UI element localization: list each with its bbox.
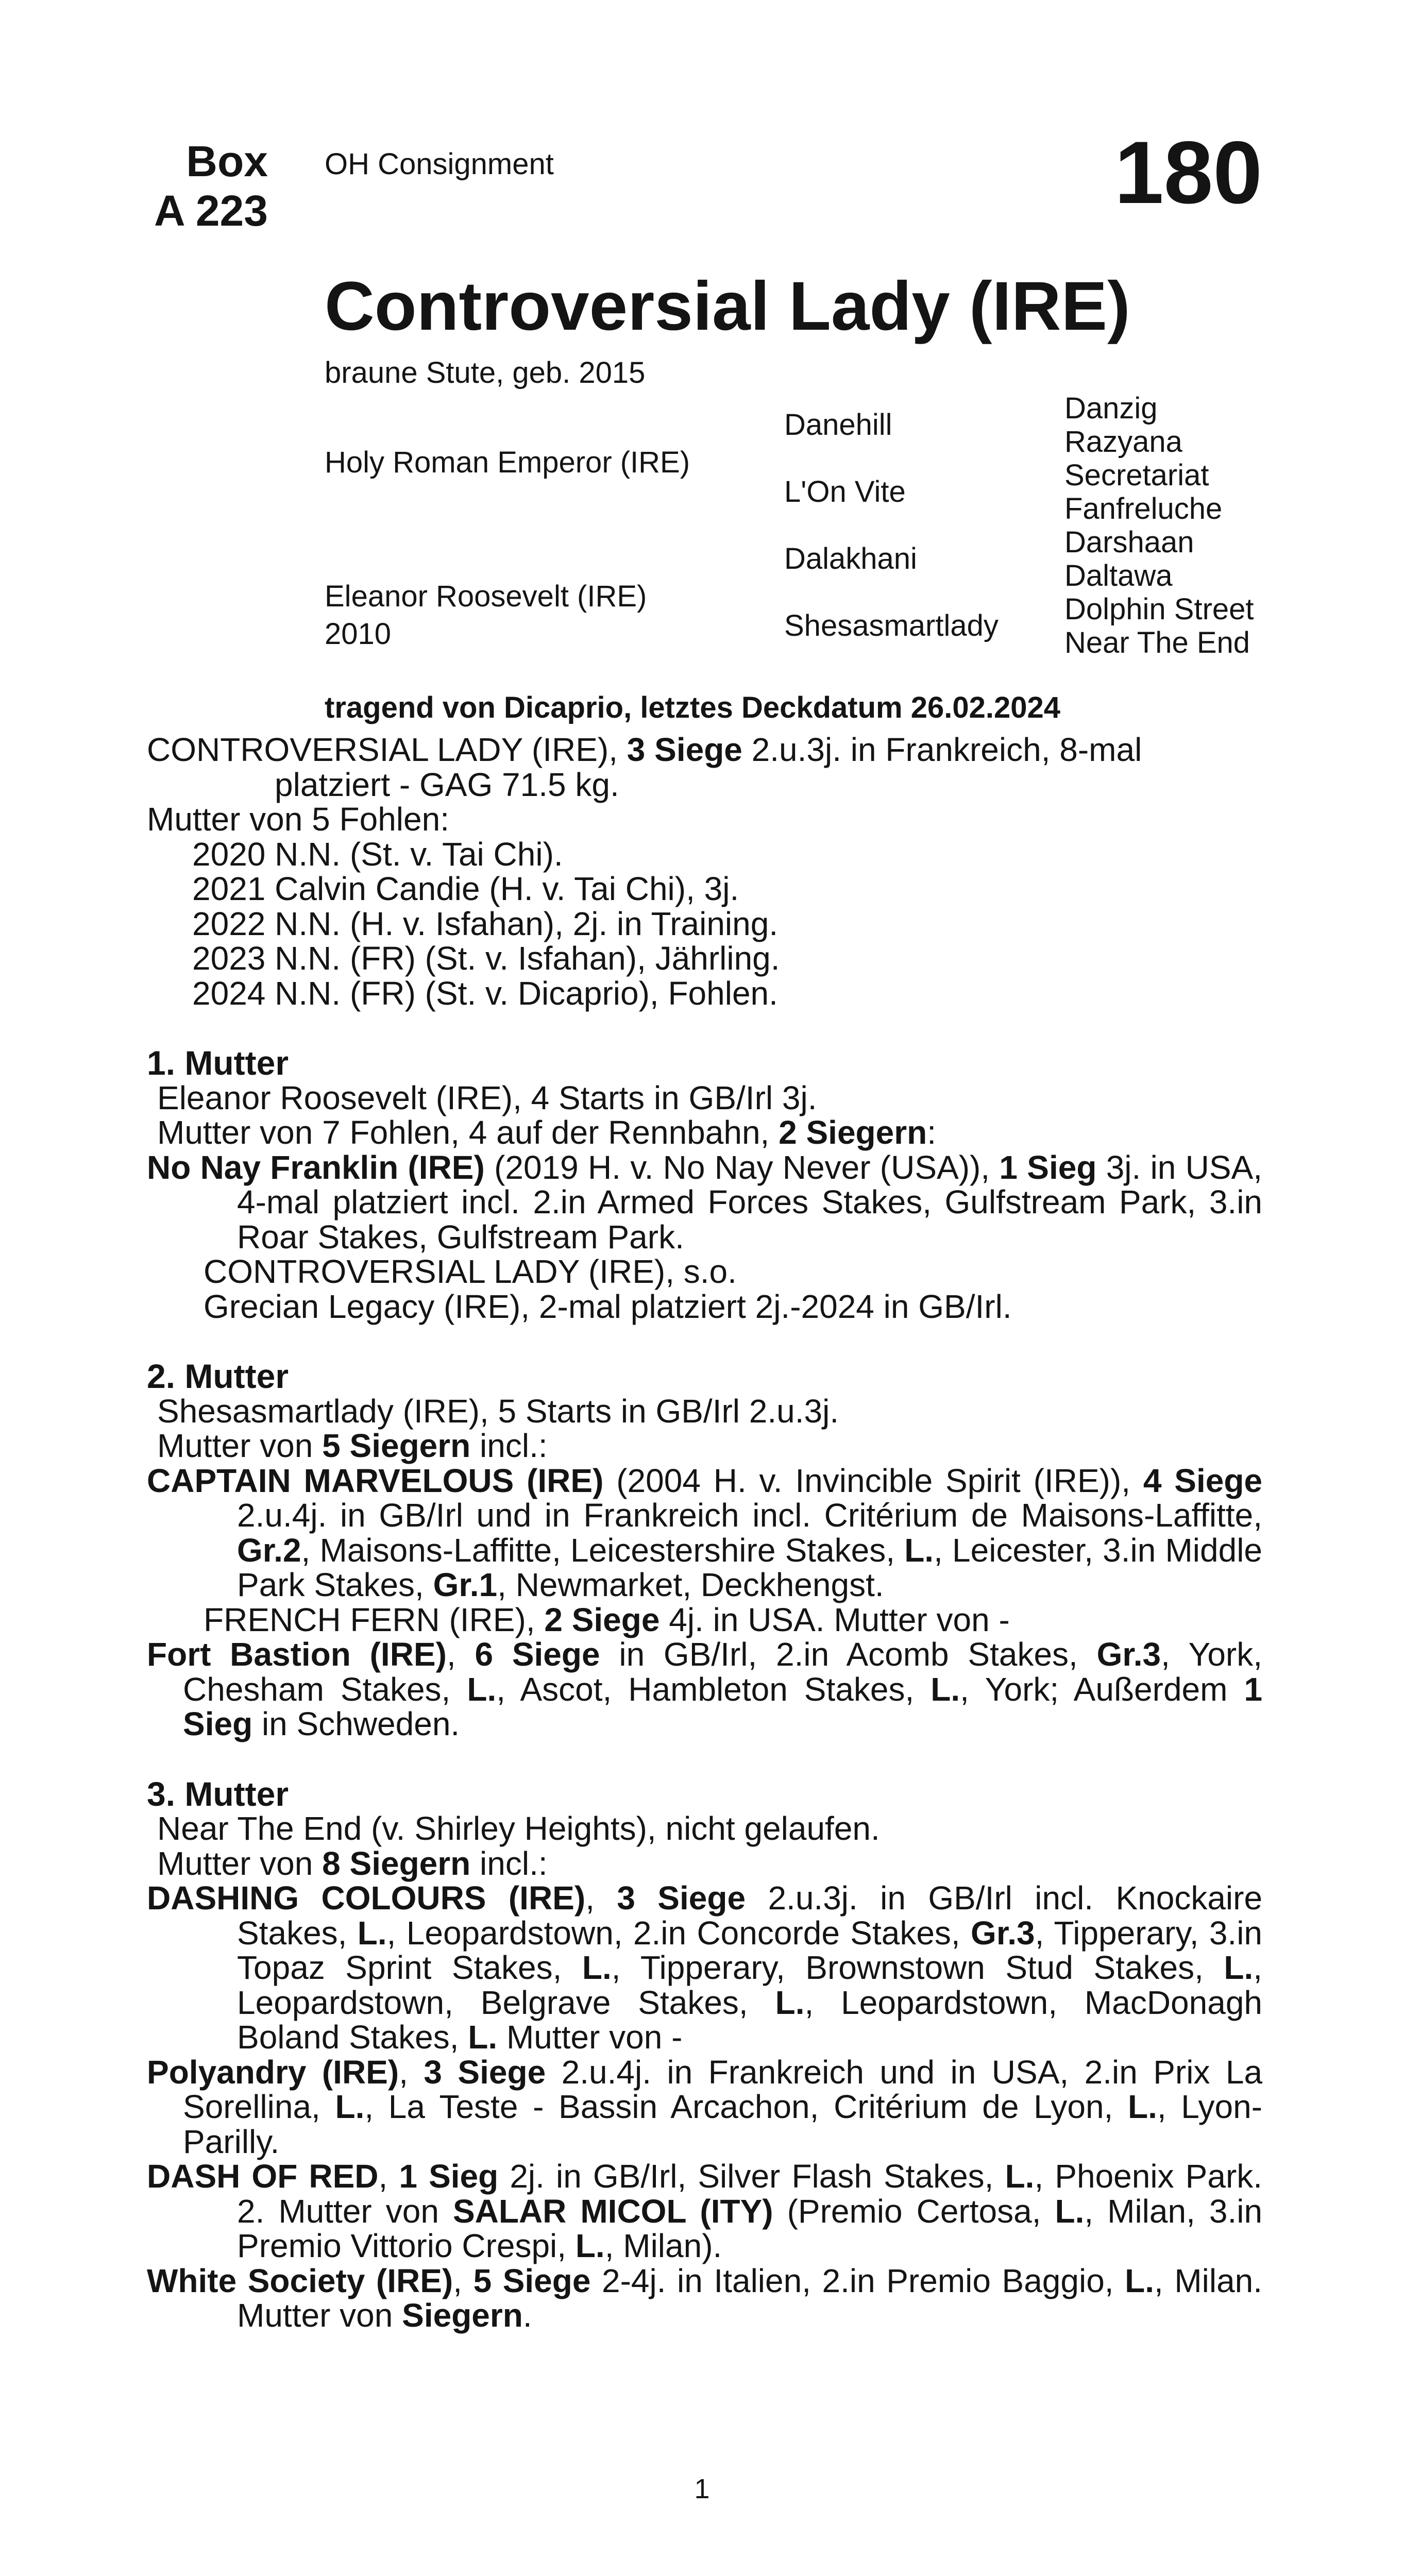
pedigree-gen3-3: Secretariat [1064,459,1209,492]
second-dam-entry-1: CAPTAIN MARVELOUS (IRE) (2004 H. v. Invincible Spirit (IRE)), 4 Siege 2.u.4j. in GB/Irl und in Frankreich incl. Critérium de Maisons-Laffitte, Gr.2, Maisons-Laffitte, Leicestershire Stakes, L., Leicester, 3.in Middle Park Stakes, Gr.1, Newmarket, Deckhengst. [147,1462,1263,1603]
page-number: 1 [694,2473,710,2504]
pedigree-sire-sire: Danehill [784,408,892,442]
pedigree-dam-sire: Dalakhani [784,542,917,575]
first-dam-entry-1: No Nay Franklin (IRE) (2019 H. v. No Nay Never (USA)), 1 Sieg 3j. in USA, 4-mal platziert incl. 2.in Armed Forces Stakes, Gulfstream Park, 3.in Roar Stakes, Gulfstream Park. [147,1148,1263,1256]
third-dam-line1: Near The End (v. Shirley Heights), nicht gelaufen. [157,1810,880,1847]
consignor: OH Consignment [325,147,554,181]
catalogue-body [147,733,1262,2333]
third-dam-line2: Mutter von 8 Siegern incl.: [157,1844,548,1882]
pedigree-gen3-8: Near The End [1064,626,1250,659]
horse-name: Controversial Lady (IRE) [325,268,1130,345]
third-dam-entry-1: DASHING COLOURS (IRE), 3 Siege 2.u.3j. in GB/Irl incl. Knockaire Stakes, L., Leopardstown, 2.in Concorde Stakes, Gr.3, Tipperary, 3.in Topaz Sprint Stakes, L., Tipperary, Brownstown Stud Stakes, L., Leopardstown, Belgrave Stakes, L., Leopardstown, MacDonagh Boland Stakes, L. Mutter von - [147,1879,1263,2056]
race-record: CONTROVERSIAL LADY (IRE), 3 Siege 2.u.3j. in Frankreich, 8-mal platziert - GAG 71.5 kg. [147,731,1142,803]
first-dam-entry-2: CONTROVERSIAL LADY (IRE), s.o. [204,1253,737,1290]
third-dam-heading: 3. Mutter [147,1774,289,1813]
first-dam-line1: Eleanor Roosevelt (IRE), 4 Starts in GB/Irl 3j. [157,1079,817,1116]
pedigree-gen3-1: Danzig [1064,392,1158,425]
pedigree-gen3-2: Razyana [1064,425,1182,459]
horse-description: braune Stute, geb. 2015 [325,356,646,389]
pedigree-dam-dam: Shesasmartlady [784,609,999,642]
lot-number: 180 [1114,123,1262,222]
box-label-line2: A 223 [154,187,268,235]
box-label-line1: Box [186,137,268,185]
pedigree-sire-dam: L'On Vite [784,475,906,509]
second-dam-entry-2: FRENCH FERN (IRE), 2 Siege 4j. in USA. Mutter von - [204,1601,1010,1638]
first-dam-line2: Mutter von 7 Fohlen, 4 auf der Rennbahn, 2 Siegern: [157,1114,936,1151]
third-dam-entry-3: DASH OF RED, 1 Sieg 2j. in GB/Irl, Silver Flash Stakes, L., Phoenix Park. 2. Mutter von SALAR MICOL (ITY) (Premio Certosa, L., Milan, 3.in Premio Vittorio Crespi, L., Milan). [147,2158,1263,2264]
third-dam-entry-2: Polyandry (IRE), 3 Siege 2.u.4j. in Frankreich und in USA, 2.in Prix La Sorellina, L., La Teste - Bassin Arcachon, Critérium de Lyon, L., Lyon-Parilly. [147,2053,1263,2160]
pedigree-gen3-7: Dolphin Street [1064,592,1254,626]
first-dam-heading: 1. Mutter [147,1044,289,1082]
covering-info: tragend von Dicaprio, letztes Deckdatum 26.02.2024 [325,691,1060,724]
foal-2020: 2020 N.N. (St. v. Tai Chi). [192,835,563,873]
second-dam-line2: Mutter von 5 Siegern incl.: [157,1427,548,1464]
pedigree-gen3-4: Fanfreluche [1064,492,1223,526]
foal-2021: 2021 Calvin Candie (H. v. Tai Chi), 3j. [192,870,739,907]
second-dam-heading: 2. Mutter [147,1357,289,1395]
foal-2024: 2024 N.N. (FR) (St. v. Dicaprio), Fohlen. [192,974,778,1012]
produce-intro: Mutter von 5 Fohlen: [147,801,449,838]
pedigree-dam: Eleanor Roosevelt (IRE) [325,580,647,613]
foal-2022: 2022 N.N. (H. v. Isfahan), 2j. in Training. [192,905,779,942]
pedigree-gen3-6: Daltawa [1064,559,1173,592]
second-dam-line1: Shesasmartlady (IRE), 5 Starts in GB/Irl 2.u.3j. [157,1392,839,1430]
third-dam-entry-4: White Society (IRE), 5 Siege 2-4j. in Italien, 2.in Premio Baggio, L., Milan. Mutter von Siegern. [147,2262,1263,2334]
foal-2023: 2023 N.N. (FR) (St. v. Isfahan), Jährling. [192,940,780,977]
box-label [144,137,268,235]
pedigree-gen3-5: Darshaan [1064,526,1194,559]
first-dam-entry-3: Grecian Legacy (IRE), 2-mal platziert 2j.-2024 in GB/Irl. [204,1287,1012,1325]
second-dam-entry-3: Fort Bastion (IRE), 6 Siege in GB/Irl, 2.in Acomb Stakes, Gr.3, York, Chesham Stakes, L., Ascot, Hambleton Stakes, L., York; Außerdem 1 Sieg in Schweden. [147,1636,1263,1742]
pedigree-dam-year: 2010 [325,617,392,651]
pedigree-sire: Holy Roman Emperor (IRE) [325,446,690,479]
